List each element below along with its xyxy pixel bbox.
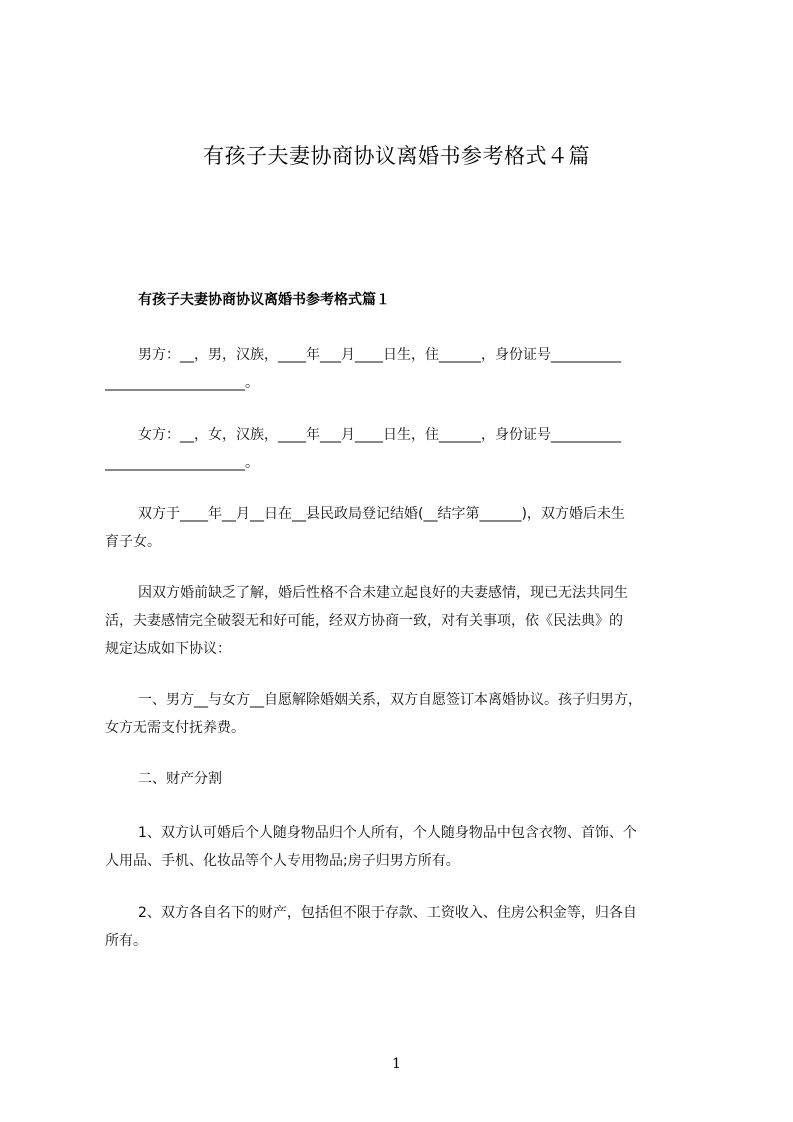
page-number: 1	[392, 1056, 401, 1072]
paragraph-line: 二、财产分割	[138, 771, 222, 787]
paragraph-property-two	[105, 899, 705, 955]
paragraph-line: 女方：__，女，汉族，____年___月____日生，住______，身份证号__________	[138, 427, 621, 443]
document-title: 有孩子夫妻协商协议离婚书参考格式４篇	[203, 144, 590, 168]
paragraph-marriage-registration	[105, 500, 705, 556]
paragraph-line: 因双方婚前缺乏了解，婚后性格不合未建立起良好的夫妻感情，现已无法共同生	[138, 585, 628, 601]
paragraph-line: 规定达成如下协议：	[105, 641, 231, 657]
paragraph-female-party	[105, 421, 705, 477]
paragraph-divorce-reason	[105, 579, 705, 663]
paragraph-line: 1、双方认可婚后个人随身物品归个人所有，个人随身物品中包含衣物、首饰、个	[138, 825, 637, 841]
paragraph-line: ____________________。	[105, 375, 259, 391]
paragraph-line: 2、双方各自名下的财产，包括但不限于存款、工资收入、住房公积金等，归各自	[138, 905, 637, 921]
section-heading: 有孩子夫妻协商协议离婚书参考格式篇１	[138, 292, 390, 308]
paragraph-clause-one	[105, 686, 705, 742]
paragraph-line: ____________________。	[105, 455, 259, 471]
paragraph-property-one	[105, 819, 705, 875]
paragraph-line: 人用品、手机、化妆品等个人专用物品;房子归男方所有。	[105, 853, 460, 869]
paragraph-line: 一、男方__与女方__自愿解除婚姻关系，双方自愿签订本离婚协议。孩子归男方，	[138, 692, 642, 708]
paragraph-line: 女方无需支付抚养费。	[105, 720, 245, 736]
paragraph-line: 活，夫妻感情完全破裂无和好可能，经双方协商一致，对有关事项，依《民法典》的	[105, 613, 623, 629]
paragraph-line: 所有。	[105, 933, 147, 949]
paragraph-clause-two-heading	[105, 765, 705, 793]
paragraph-line: 育子女。	[105, 534, 161, 550]
paragraph-line: 男方：__，男，汉族，____年___月____日生，住______，身份证号__________	[138, 347, 621, 363]
paragraph-line: 双方于____年__月__日在__县民政局登记结婚(__结字第______)，双方婚后未生	[138, 506, 625, 522]
paragraph-male-party	[105, 341, 705, 397]
